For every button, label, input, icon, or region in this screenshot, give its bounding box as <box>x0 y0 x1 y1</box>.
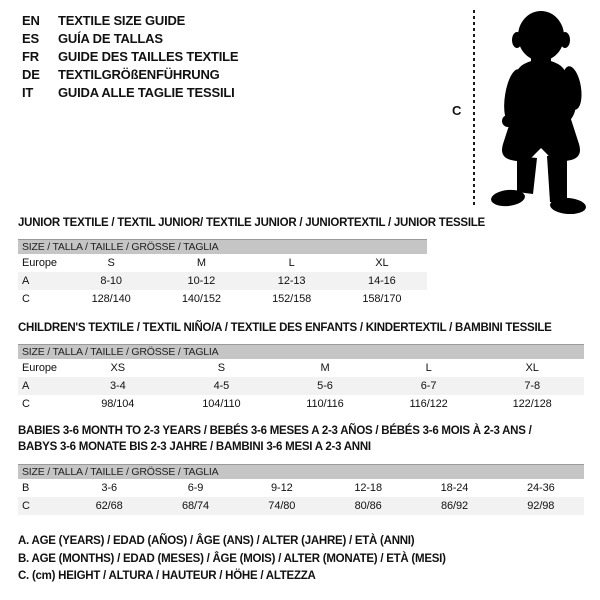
cell: XS <box>110 362 126 374</box>
cell: 122/128 <box>512 398 552 410</box>
cell: 74/80 <box>268 500 296 512</box>
table-row <box>18 359 584 377</box>
row-label: B <box>22 482 30 494</box>
cell: 3-4 <box>109 380 126 392</box>
cell: 128/140 <box>91 293 131 305</box>
row-label: Europe <box>22 362 57 374</box>
language-label: TEXTILE SIZE GUIDE <box>58 13 186 28</box>
cell: 12-13 <box>277 275 306 287</box>
cell: 4-5 <box>213 380 230 392</box>
language-row-fr <box>22 48 238 66</box>
cell: 80/86 <box>354 500 382 512</box>
legend-line-c: C. (cm) HEIGHT / ALTURA / HAUTEUR / HÖHE / ALTEZZA <box>18 570 316 582</box>
cell: L <box>288 257 295 269</box>
table-row <box>18 272 427 290</box>
table-row <box>18 479 584 497</box>
cell: 12-18 <box>354 482 382 494</box>
row-label: A <box>22 275 30 287</box>
cell: XL <box>525 362 539 374</box>
legend-line-b: B. AGE (MONTHS) / EDAD (MESES) / ÂGE (MOIS) / ALTER (MONATE) / ETÀ (MESI) <box>18 552 446 565</box>
cell: 7-8 <box>524 380 540 392</box>
size-header-bar: SIZE / TALLA / TAILLE / GRÖSSE / TAGLIA <box>18 239 427 254</box>
cell: 140/152 <box>181 293 221 305</box>
children-section-title: CHILDREN'S TEXTILE / TEXTIL NIÑO/A / TEXTILE DES ENFANTS / KINDERTEXTIL / BAMBINI TESSILE <box>18 322 552 334</box>
row-label: A <box>22 380 30 392</box>
cell: 18-24 <box>440 482 469 494</box>
cell: 110/116 <box>306 398 344 410</box>
cell: L <box>425 362 432 374</box>
cell: 8-10 <box>100 275 122 287</box>
language-label: GUIDE DES TAILLES TEXTILE <box>58 49 239 64</box>
row-label: C <box>22 293 30 305</box>
size-header-bar: SIZE / TALLA / TAILLE / GRÖSSE / TAGLIA <box>18 344 584 359</box>
cell: 6-7 <box>420 380 437 392</box>
cell: S <box>107 257 115 269</box>
row-label: C <box>22 398 30 410</box>
table-row <box>18 395 584 413</box>
cell: 68/74 <box>181 500 209 512</box>
babies-size-table <box>18 464 584 515</box>
cell: 104/110 <box>202 398 241 410</box>
language-code: DE <box>22 67 40 82</box>
size-header-bar: SIZE / TALLA / TAILLE / GRÖSSE / TAGLIA <box>18 464 584 479</box>
cell: 14-16 <box>368 275 396 287</box>
table-row <box>18 290 427 308</box>
cell: 92/98 <box>527 500 555 512</box>
cell: S <box>217 362 226 374</box>
language-row-es <box>22 30 238 48</box>
height-measure-dashed-line <box>473 10 475 206</box>
cell: M <box>196 257 206 269</box>
cell: 5-6 <box>317 380 333 392</box>
table-row <box>18 254 427 272</box>
babies-title-line2: BABYS 3-6 MONATE BIS 2-3 JAHRE / BAMBINI 3-6 MESI A 2-3 ANNI <box>18 441 371 453</box>
cell: 86/92 <box>440 500 468 512</box>
legend-line-a: A. AGE (YEARS) / EDAD (AÑOS) / ÂGE (ANS) / ALTER (JAHRE) / ETÀ (ANNI) <box>18 535 415 547</box>
table-row <box>18 497 584 515</box>
language-code: FR <box>22 49 39 64</box>
row-label: C <box>22 500 30 512</box>
cell: 6-9 <box>187 482 204 494</box>
junior-size-table <box>18 239 427 308</box>
junior-section-title: JUNIOR TEXTILE / TEXTIL JUNIOR/ TEXTILE JUNIOR / JUNIORTEXTIL / JUNIOR TESSILE <box>18 217 485 229</box>
cell: 98/104 <box>101 398 135 410</box>
language-title-list <box>22 12 238 102</box>
cell: 158/170 <box>362 293 402 305</box>
language-code: ES <box>22 31 39 46</box>
cell: 62/68 <box>95 500 123 512</box>
row-label: Europe <box>22 257 57 269</box>
cell: 24-36 <box>526 482 555 494</box>
language-label: GUÍA DE TALLAS <box>58 31 163 46</box>
children-size-table <box>18 344 584 413</box>
language-row-it <box>22 84 238 102</box>
cell: 9-12 <box>271 482 293 494</box>
babies-title-line1: BABIES 3-6 MONTH TO 2-3 YEARS / BEBÉS 3-6 MESES A 2-3 AÑOS / BÉBÉS 3-6 MOIS À 2-3 ANS / <box>18 425 532 437</box>
height-measure-label: C <box>452 103 462 118</box>
toddler-silhouette-icon <box>484 8 600 214</box>
language-code: IT <box>22 85 34 100</box>
cell: 152/158 <box>272 293 312 305</box>
language-code: EN <box>22 13 40 28</box>
babies-section-title <box>18 423 532 455</box>
language-label: TEXTILGRÖßENFÜHRUNG <box>58 67 220 82</box>
table-row <box>18 377 584 395</box>
language-row-en <box>22 12 238 30</box>
cell: XL <box>375 257 389 269</box>
cell: 116/122 <box>409 398 448 410</box>
cell: 10-12 <box>187 275 216 287</box>
cell: M <box>320 362 330 374</box>
language-label: GUIDA ALLE TAGLIE TESSILI <box>58 85 235 100</box>
measure-legend <box>18 533 446 586</box>
cell: 3-6 <box>101 482 117 494</box>
language-row-de <box>22 66 238 84</box>
